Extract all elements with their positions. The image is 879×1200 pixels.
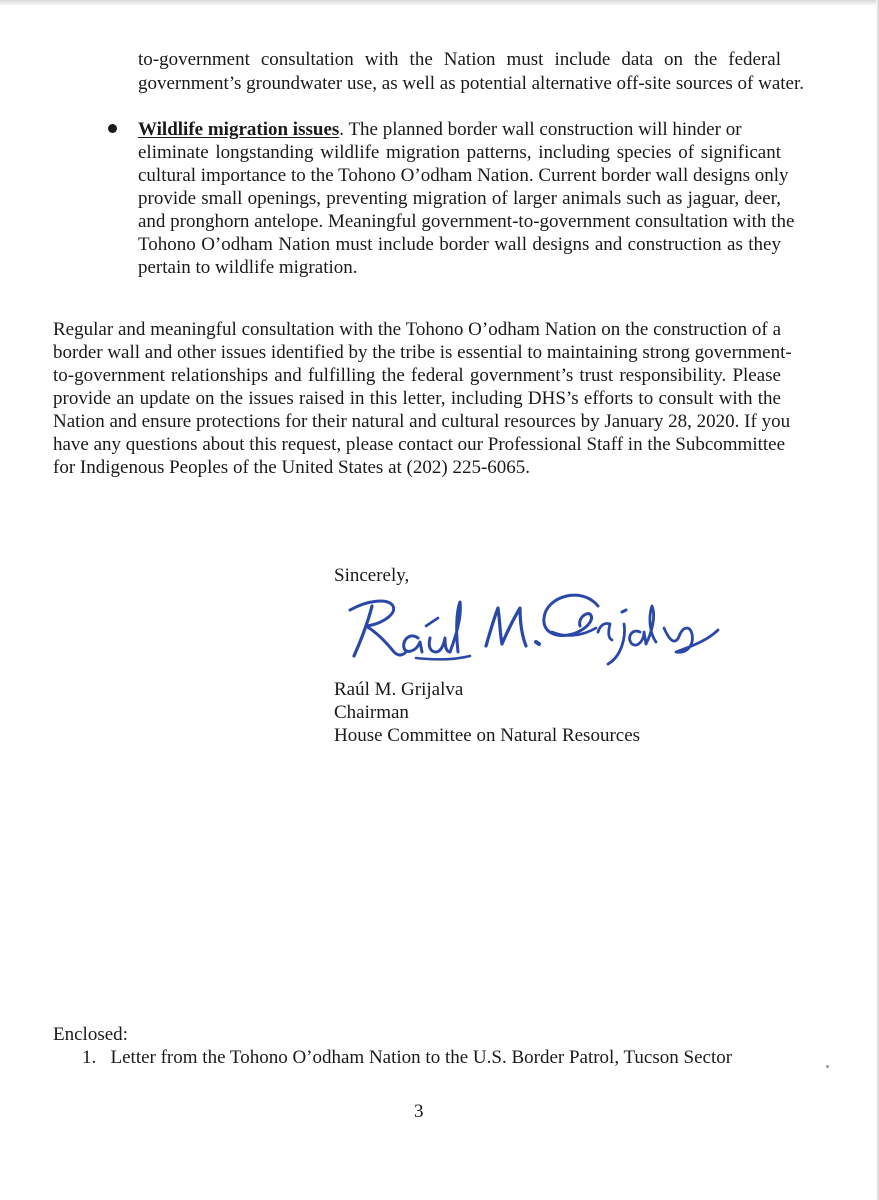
paragraph-line: Regular and meaningful consultation with the Tohono O’odham Nation on the construction of a <box>53 319 781 340</box>
paragraph-line: for Indigenous Peoples of the United States at (202) 225-6065. <box>53 457 531 478</box>
page-number: 3 <box>414 1101 424 1122</box>
handwritten-signature <box>346 572 726 667</box>
paragraph-line: cultural importance to the Tohono O’odham Nation. Current border wall designs only <box>138 165 789 186</box>
bullet-title: Wildlife migration issues <box>138 119 340 140</box>
paragraph-line: provide small openings, preventing migration of larger animals such as jaguar, deer, <box>138 188 781 209</box>
paragraph-line: Nation and ensure protections for their natural and cultural resources by January 28, 2020. If you <box>53 411 791 432</box>
paragraph-line: to-government consultation with the Nation must include data on the federal <box>138 49 781 70</box>
paragraph-line: pertain to wildlife migration. <box>138 257 358 278</box>
scan-speck <box>826 1065 829 1068</box>
paragraph-line: border wall and other issues identified by the tribe is essential to maintaining strong government- <box>53 342 792 363</box>
paragraph-line: provide an update on the issues raised in this letter, including DHS’s efforts to consult with the <box>53 388 781 409</box>
signer-committee: House Committee on Natural Resources <box>334 725 641 746</box>
paragraph-line <box>138 118 742 141</box>
paragraph-line: have any questions about this request, please contact our Professional Staff in the Subcommittee <box>53 434 786 455</box>
enclosures-heading: Enclosed: <box>53 1024 128 1045</box>
scan-top-edge <box>0 0 879 6</box>
paragraph-line: and pronghorn antelope. Meaningful government-to-government consultation with the <box>138 211 795 232</box>
paragraph-line: eliminate longstanding wildlife migration patterns, including species of significant <box>138 142 781 163</box>
signer-title: Chairman <box>334 702 409 723</box>
paragraph-line: to-government relationships and fulfilling the federal government’s trust responsibility. Please <box>53 365 781 386</box>
paragraph-line: government’s groundwater use, as well as potential alternative off-site sources of water. <box>138 73 805 94</box>
signer-name: Raúl M. Grijalva <box>334 679 464 700</box>
enclosure-item: 1. Letter from the Tohono O’odham Nation to the U.S. Border Patrol, Tucson Sector <box>82 1047 733 1068</box>
bullet-icon <box>108 124 117 133</box>
paragraph-line: Tohono O’odham Nation must include border wall designs and construction as they <box>138 234 781 255</box>
bullet-first-line: . The planned border wall construction will hinder or <box>339 119 742 140</box>
salutation: Sincerely, <box>334 565 410 586</box>
